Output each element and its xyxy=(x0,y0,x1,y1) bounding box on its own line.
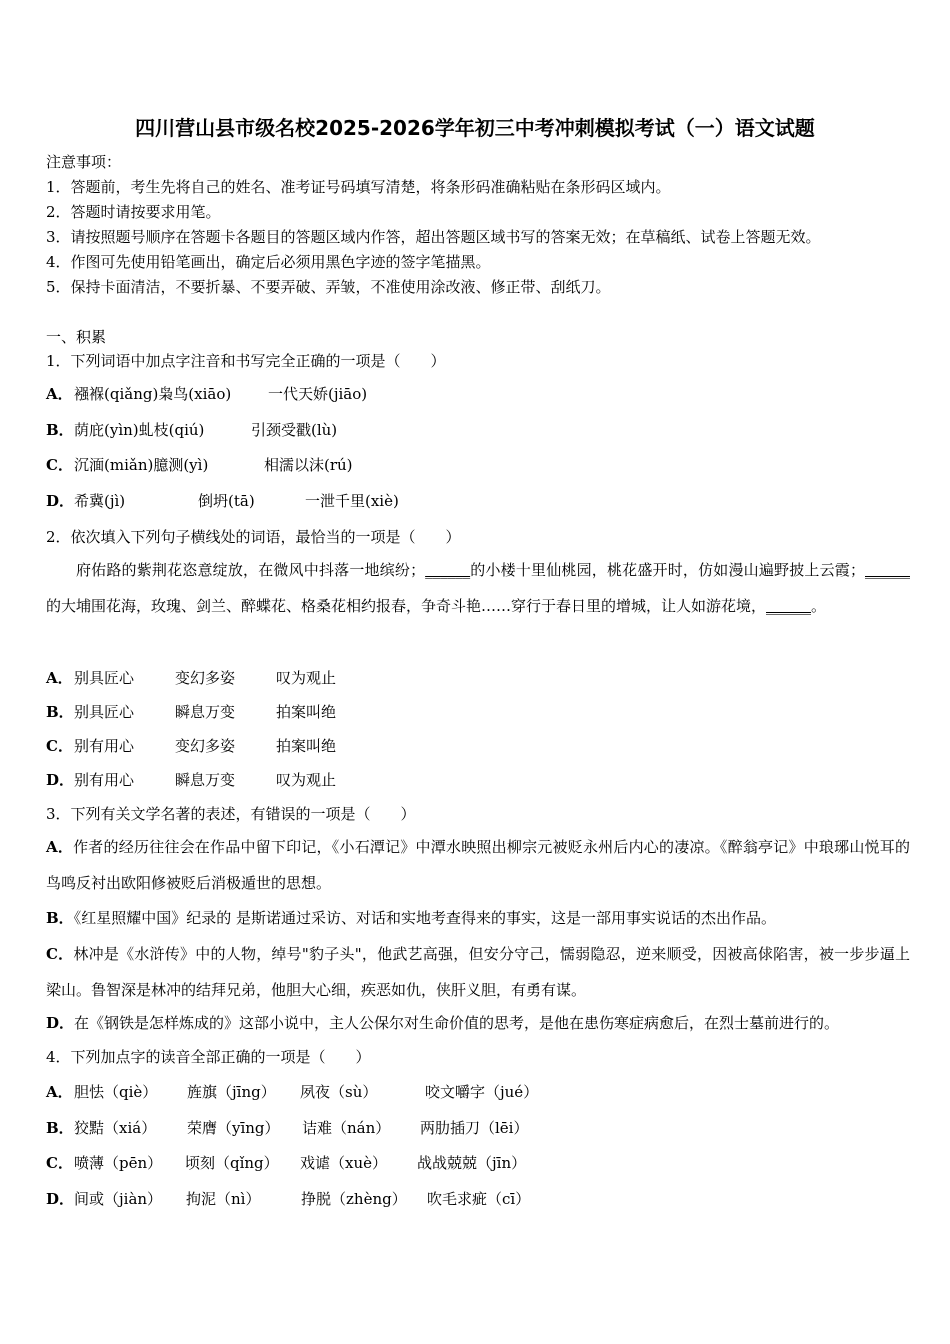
passage-text: 府佑路的紫荆花恣意绽放，在微风中抖落一地缤纷； xyxy=(76,561,426,579)
option-item: 戏谑（xuè） xyxy=(300,1154,387,1172)
option-item: 襁褓(qiǎng)枭鸟(xiāo) xyxy=(74,385,232,403)
section-heading: 一、积累 xyxy=(46,328,107,346)
option-text: 在《钢铁是怎样炼成的》这部小说中，主人公保尔对生命价值的思考，是他在患伤寒症病愈后，在烈士墓前进行的。 xyxy=(74,1014,840,1032)
option-item: 叹为观止 xyxy=(276,771,337,789)
fill-blank: ______ xyxy=(425,561,471,579)
option-item: 沉湎(miǎn)臆测(yì) xyxy=(74,456,209,474)
q1-option-d xyxy=(46,491,399,511)
option-item: 荫庇(yìn)虬枝(qiú) xyxy=(74,421,205,439)
q1-option-c xyxy=(46,455,353,475)
question-4-stem: 4．下列加点字的读音全部正确的一项是（ ） xyxy=(46,1048,371,1066)
option-item: 挣脱（zhèng） xyxy=(301,1190,407,1208)
q4-option-b xyxy=(46,1118,528,1138)
option-item: 旌旗（jīng） xyxy=(187,1083,276,1101)
q3-option-b xyxy=(46,900,910,936)
option-item: 希冀(jì) xyxy=(74,492,126,510)
option-item: 别有用心 xyxy=(74,737,135,755)
option-item: 间或（jiàn） xyxy=(74,1190,163,1208)
option-label: A． xyxy=(46,838,74,856)
option-item: 拘泥（nì） xyxy=(186,1190,261,1208)
fill-blank: ______ xyxy=(865,561,910,579)
notice-item: 1．答题前，考生先将自己的姓名、准考证号码填写清楚，将条形码准确粘贴在条形码区域内。 xyxy=(46,178,671,196)
option-label: B． xyxy=(46,703,74,721)
question-3-stem: 3．下列有关文学名著的表述，有错误的一项是（ ） xyxy=(46,805,416,823)
notice-item: 5．保持卡面清洁，不要折暴、不要弄破、弄皱，不准使用涂改液、修正带、刮纸刀。 xyxy=(46,278,611,296)
option-item: 一泄千里(xiè) xyxy=(305,492,399,510)
notice-item: 3．请按照题号顺序在答题卡各题目的答题区域内作答，超出答题区域书写的答案无效；在草稿纸、试卷上答题无效。 xyxy=(46,228,821,246)
option-item: 拍案叫绝 xyxy=(276,737,337,755)
option-label: B． xyxy=(46,909,74,927)
option-item: 诘难（nán） xyxy=(302,1119,391,1137)
q3-option-c xyxy=(46,936,910,1008)
option-item: 瞬息万变 xyxy=(175,703,236,721)
q3-option-a xyxy=(46,829,910,901)
option-item: 变幻多姿 xyxy=(175,737,236,755)
option-item: 顷刻（qǐng） xyxy=(185,1154,279,1172)
option-label: D． xyxy=(46,1014,75,1032)
option-label: A． xyxy=(46,1083,73,1101)
q3-option-d xyxy=(46,1005,910,1041)
fill-blank: ______ xyxy=(766,597,812,615)
option-item: 荣膺（yīng） xyxy=(187,1119,280,1137)
option-item: 叹为观止 xyxy=(276,669,337,687)
option-item: 别具匠心 xyxy=(74,669,135,687)
option-label: D． xyxy=(46,771,75,789)
question-2-stem: 2．依次填入下列句子横线处的词语，最恰当的一项是（ ） xyxy=(46,528,461,546)
notice-item: 2．答题时请按要求用笔。 xyxy=(46,203,221,221)
option-label: A． xyxy=(46,669,73,687)
q4-option-a xyxy=(46,1082,538,1102)
option-item: 吹毛求疵（cī） xyxy=(427,1190,531,1208)
option-item: 夙夜（sù） xyxy=(300,1083,378,1101)
option-text: 林冲是《水浒传》中的人物，绰号"豹子头"，他武艺高强，但安分守己，懦弱隐忍，逆来顺受，因被高俅陷害，被一步步逼上梁山。鲁智深是林冲的结拜兄弟，他胆大心细，疾恶如仇，侠肝义胆，有勇有谋。 xyxy=(46,945,910,999)
option-label: D． xyxy=(46,492,75,510)
option-label: C． xyxy=(46,1154,73,1172)
option-text: 作者的经历往往会在作品中留下印记，《小石潭记》中潭水映照出柳宗元被贬永州后内心的凄凉。《醉翁亭记》中琅琊山悦耳的鸟鸣反衬出欧阳修被贬后消极遁世的思想。 xyxy=(46,838,910,892)
page-title: 四川营山县市级名校2025-2026学年初三中考冲刺模拟考试（一）语文试题 xyxy=(135,116,815,140)
q4-option-d xyxy=(46,1189,530,1209)
option-item: 变幻多姿 xyxy=(175,669,236,687)
option-label: C． xyxy=(46,456,73,474)
passage-text: 。 xyxy=(811,597,827,615)
option-item: 拍案叫绝 xyxy=(276,703,337,721)
passage-text: 的大埔围花海，玫瑰、剑兰、醉蝶花、格桑花相约报春，争奇斗艳……穿行于春日里的增城，让人如游花境， xyxy=(46,597,767,615)
question-2-passage xyxy=(46,552,910,624)
option-item: 瞬息万变 xyxy=(175,771,236,789)
q2-option-c xyxy=(46,736,336,756)
option-item: 倒坍(tā) xyxy=(198,492,255,510)
option-item: 别有用心 xyxy=(74,771,135,789)
option-item: 咬文嚼字（jué） xyxy=(425,1083,539,1101)
option-item: 一代天娇(jiāo) xyxy=(268,385,368,403)
option-item: 别具匠心 xyxy=(74,703,135,721)
q2-option-d xyxy=(46,770,336,790)
option-item: 相濡以沫(rú) xyxy=(264,456,353,474)
q2-option-a xyxy=(46,668,336,688)
option-item: 战战兢兢（jīn） xyxy=(417,1154,527,1172)
notice-heading: 注意事项： xyxy=(46,153,122,171)
q2-option-b xyxy=(46,702,336,722)
option-label: B． xyxy=(46,421,74,439)
option-label: B． xyxy=(46,1119,74,1137)
option-label: C． xyxy=(46,737,73,755)
option-item: 胆怯（qiè） xyxy=(74,1083,158,1101)
option-label: A． xyxy=(46,385,73,403)
q1-option-b xyxy=(46,420,337,440)
notice-item: 4．作图可先使用铅笔画出，确定后必须用黑色字迹的签字笔描黑。 xyxy=(46,253,491,271)
option-label: C． xyxy=(46,945,74,963)
q4-option-c xyxy=(46,1153,526,1173)
option-item: 喷薄（pēn） xyxy=(74,1154,163,1172)
q1-option-a xyxy=(46,384,367,404)
question-1-stem: 1．下列词语中加点字注音和书写完全正确的一项是（ ） xyxy=(46,352,446,370)
option-item: 两肋插刀（lēi） xyxy=(420,1119,529,1137)
passage-text: 的小楼十里仙桃园，桃花盛开时，仿如漫山遍野披上云霞； xyxy=(470,561,865,579)
option-item: 狡黠（xiá） xyxy=(74,1119,157,1137)
option-item: 引颈受戳(lù) xyxy=(251,421,338,439)
option-text: 《红星照耀中国》纪录的 是斯诺通过采访、对话和实地考查得来的事实，这是一部用事实说话的杰出作品。 xyxy=(73,909,776,927)
option-label: D． xyxy=(46,1190,75,1208)
